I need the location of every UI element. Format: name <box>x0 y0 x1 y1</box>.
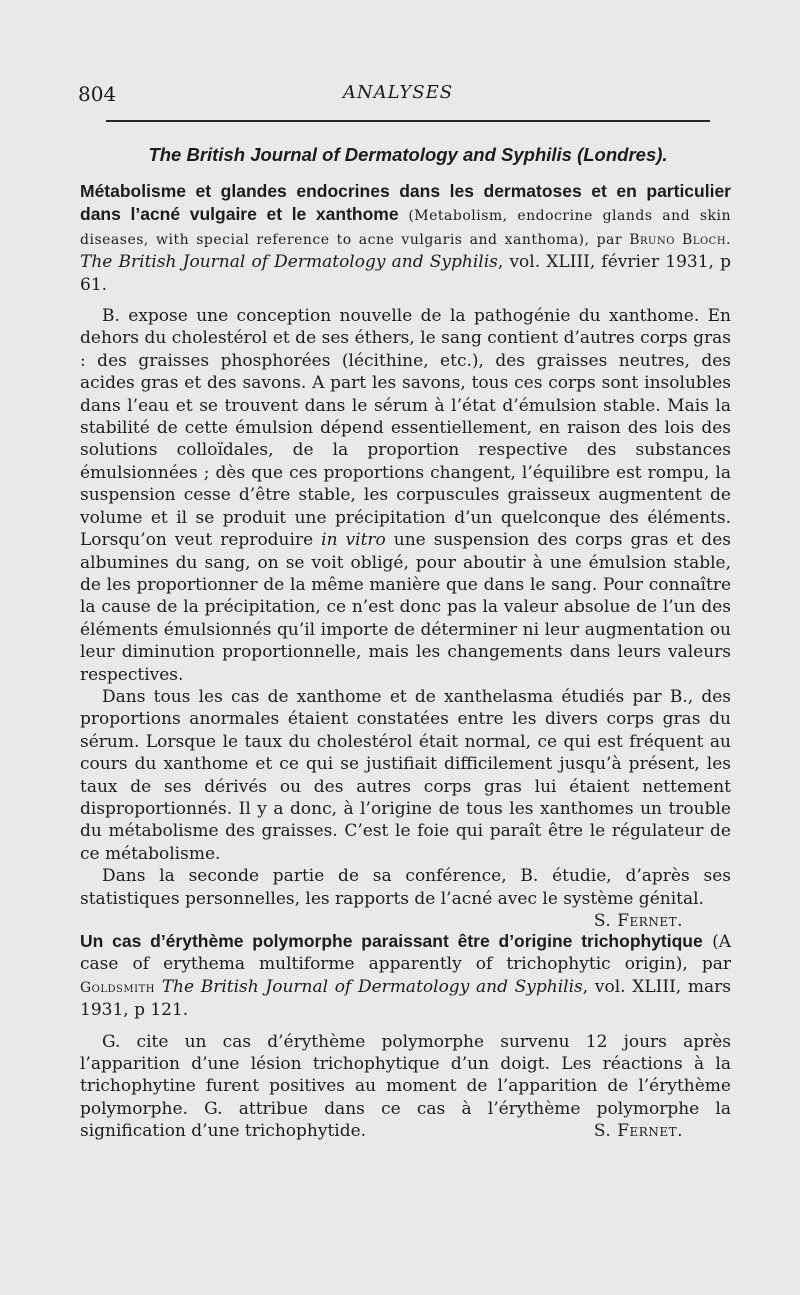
article-title: Un cas d’érythème polymorphe paraissant être d’origine trichophytique <box>80 931 703 951</box>
citation-details: , vol. XLIII, février 1931, p 61. <box>80 252 731 295</box>
citation-separator: . <box>726 231 731 248</box>
author-name: Bruno Bloch <box>629 231 727 248</box>
citation-separator <box>155 977 162 997</box>
citation-journal: The British Journal of Dermatology and Syphilis <box>80 252 498 273</box>
paragraph-text: B. expose une conception nouvelle de la pathogénie du xanthome. En dehors du cholestérol et de ses éthers, le sang contient d’autres corps gras : des graisses phosphorées (lécithine, etc.), des graisses neutres, des acides gras et des savons. A part les savons, tous ces corps sont insolubles dans l’eau et se trouvent dans le sérum à l’état d’émulsion stable. Mais la stabilité de cette émulsion dépend essentiellement, en raison des lois des solutions colloïdales, de la proportion respective des substances émulsionnées ; dès que ces proportions changent, l’équilibre est rompu, la suspension cesse d’être stable, les corpuscules graisseux augmentent de volume et il se produit une précipitation d’un quelconque des éléments. Lorsqu’on veut reproduire <box>80 306 731 551</box>
paragraph-text: G. cite un cas d’érythème polymorphe survenu 12 jours après l’apparition d’une lésion trichophytique d’un doigt. Les réactions à la trichophytine furent positives au moment de l’apparition de l’érythème polymorphe. G. attribue dans ce cas à l’érythème polymorphe la signification d’une trichophytide. <box>80 1031 731 1142</box>
citation-translation: (A case of erythema multiforme apparently of trichophytic origin), par <box>80 932 731 975</box>
article-2-signature: S. Fernet. <box>593 1121 683 1142</box>
author-name: Goldsmith <box>80 979 155 996</box>
article-1 <box>80 180 731 932</box>
citation-journal: The British Journal of Dermatology and Syphilis <box>161 976 583 997</box>
article-2-paragraph-1 <box>80 1031 731 1143</box>
article-title: Métabolisme et glandes endocrines dans les dermatoses et en particulier dans l’acné vulgaire et le xanthome <box>80 181 731 225</box>
journal-heading: The British Journal of Dermatology and Syphilis (Londres). <box>148 144 668 165</box>
article-1-paragraph-2: Dans tous les cas de xanthome et de xanthelasma étudiés par B., des proportions anormales étaient constatées entre les divers corps gras du sérum. Lorsque le taux du cholestérol était normal, ce qui est fréquent au cours du xanthome et ce qui se justifiait difficilement jusqu’à présent, les taux de ses dérivés ou des autres corps gras lui étaient nettement disproportionnés. Il y a donc, à l’origine de tous les xanthomes un trouble du métabolisme des graisses. C’est le foie qui paraît être le régulateur de ce métabolisme. <box>80 686 731 864</box>
article-2-heading <box>80 930 731 1022</box>
paragraph-text: une suspension des corps gras et des albumines du sang, on se voit obligé, pour aboutir à une émulsion stable, de les proportionner de la même manière que dans le sang. Pour connaître la cause de la précipitation, ce n’est donc pas la valeur absolue de l’un des éléments émulsionnés qu’il importe de déterminer ni leur augmentation ou leur diminution proportionnelle, mais les changements dans leurs valeurs respectives. <box>80 530 731 685</box>
article-1-signature: S. Fernet. <box>593 911 683 931</box>
citation-translation: (Metabolism, endocrine glands and skin diseases, with special reference to acne vulgaris and xanthoma), par <box>80 208 731 248</box>
header-rule <box>106 120 710 122</box>
page-header <box>78 82 718 108</box>
article-1-paragraph-3: Dans la seconde partie de sa conférence, B. étudie, d’après ses statistiques personnelles, les rapports de l’acné avec le système génital. <box>80 866 731 909</box>
article-1-paragraph-1 <box>80 305 731 686</box>
article-2 <box>80 930 731 1143</box>
page-number: 804 <box>78 82 117 106</box>
italic-term: in vitro <box>321 530 386 551</box>
citation-details: , vol. XLIII, mars 1931, p 121. <box>80 976 732 1021</box>
running-head: ANALYSES <box>342 82 454 103</box>
article-1-heading <box>80 180 731 296</box>
